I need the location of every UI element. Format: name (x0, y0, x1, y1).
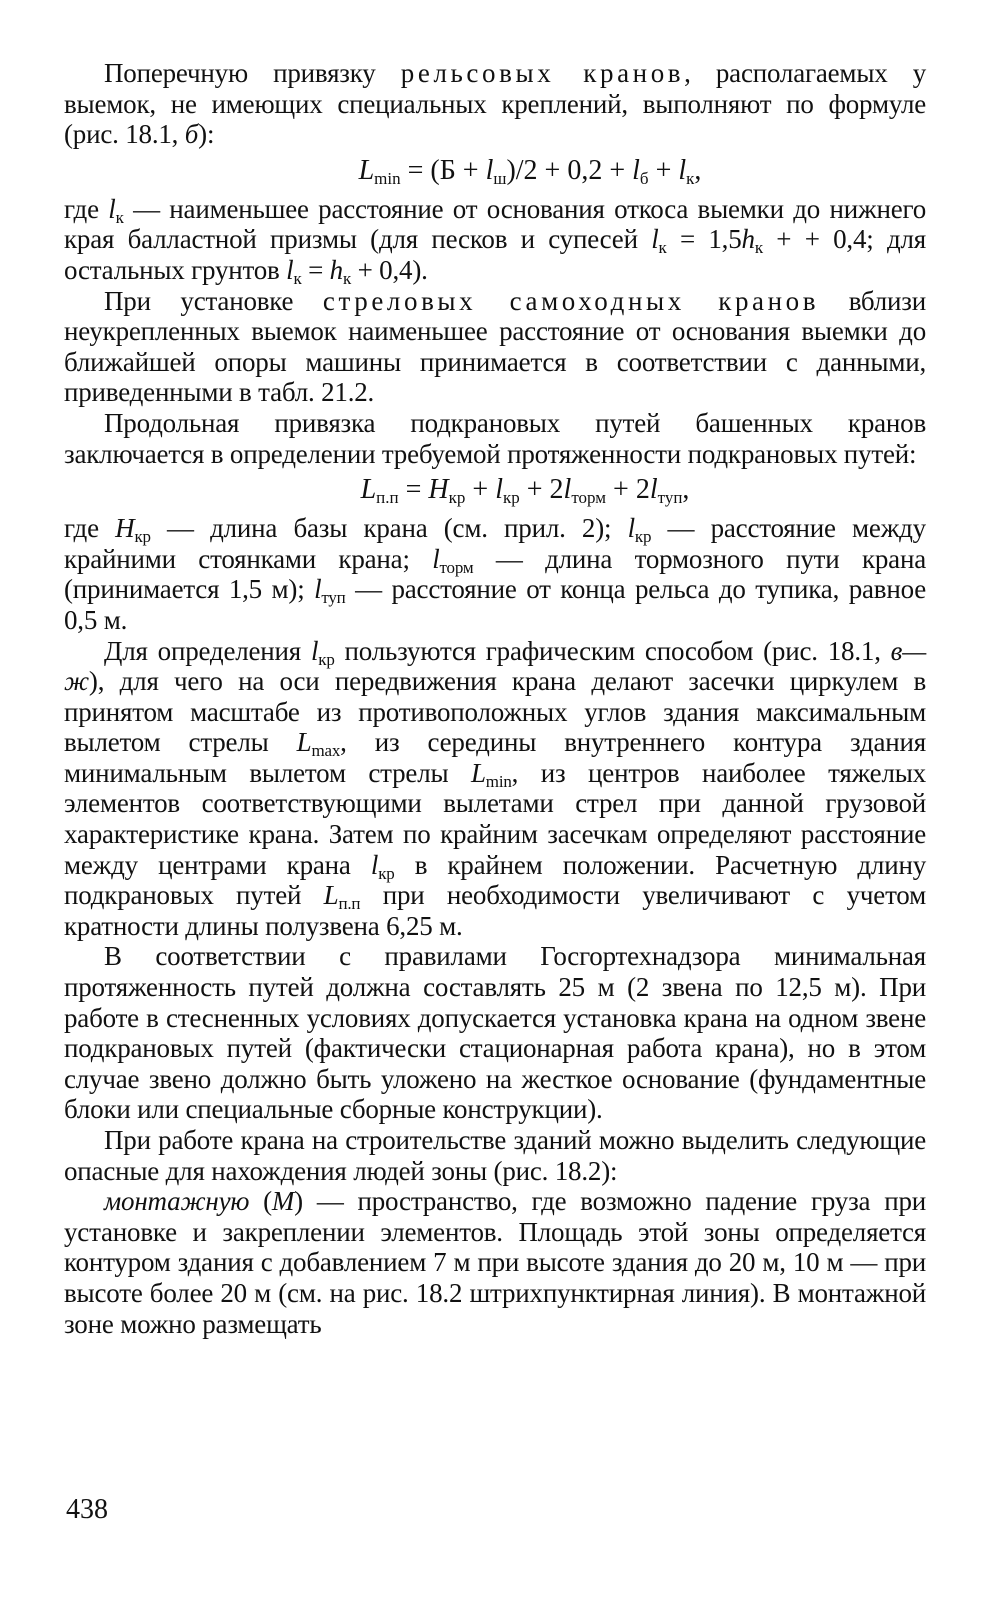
paragraph-hkr-definition: где $H_{кр}$ — длина базы крана (см. прил. 2); $l_{кр}$ — расстояние между крайними стоянками крана; $l_{торм}$ — длина тормозного пути крана (принимается 1,5 м); $l_{туп}$ — расстояние от конца рельса до тупика, равное 0,5 м. (64, 513, 926, 635)
spaced-term: стреловых самоходных кранов (322, 285, 820, 316)
paragraph-danger-zones: При работе крана на строительстве зданий можно выделить следующие опасные для нахождения людей зоны (рис. 18.2): (64, 1125, 926, 1186)
paragraph-longitudinal-binding: Продольная привязка подкрановых путей башенных кранов заключается в определении требуемой протяженности подкрановых путей: (64, 407, 926, 469)
paragraph-mounting-zone: монтажную (М) — пространство, где возможно падение груза при установке и закреплении элементов. Площадь этой зоны определяется контуром здания с добавлением 7 м при высоте здания до 20 м, 10 м — при высоте более 20 м (см. на рис. 18.2 штрихпунктирная линия). В монтажной зоне можно размещать (64, 1186, 926, 1339)
formula-lmin: $L_{min} = (Б + l_ш)/2 + 0,2 + l_б + l_к$, (358, 154, 702, 188)
term-mounting: монтажную (104, 1186, 250, 1217)
paragraph-graphic-method: Для определения $l_{кр}$ пользуются графическим способом (рис. 18.1, в—ж), для чего на оси передвижения крана делают засечки циркулем в принятом масштабе из противоположных углов здания максимальным вылетом стрелы $L_{max}$, из середины внутреннего контура здания минимальным вылетом стрелы $L_{min}$, из центров наиболее тяжелых элементов соответствующими вылетами стрел при данной грузовой характеристике крана. Затем по крайним засечкам определяют расстояние между центрами крана $l_{кр}$ в крайнем положении. Расчетную длину подкрановых путей $L_{п.п}$ при необходимости увеличивают с учетом кратности длины полузвена 6,25 м. (64, 635, 927, 941)
paragraph-gosgortekhnadzor: В соответствии с правилами Госгортехнадзора минимальная протяженность путей должна составлять 25 м (2 звена по 12,5 м). При работе в стесненных условиях допускается установка крана на одном звене подкрановых путей (фактически стационарная работа крана), но в этом случае звено должно быть уложено на жесткое основание (фундаментные блоки или специальные сборные конструкции). (64, 941, 926, 1125)
paragraph-boom-cranes: При установке стреловых самоходных кранов вблизи неукрепленных выемок наименьшее расстояние от основания выемки до ближайшей опоры машины принимается в соответствии с данными, приведенными в табл. 21.2. (64, 285, 926, 408)
page-body (64, 58, 926, 1339)
paragraph-lk-definition: где $l_к$ — наименьшее расстояние от основания откоса выемки до нижнего края балластной призмы (для песков и супесей $l_к = 1,5h_к$ + + 0,4; для остальных грунтов $l_к = h_к + 0,4$). (64, 193, 927, 288)
formula-lpp: $L_{п.п} = H_{кр} + l_{кр} + 2l_{торм} + 2l_{туп}$, (360, 474, 690, 508)
page-number: 438 (66, 1494, 108, 1525)
spaced-term: рельсовых кранов (400, 58, 685, 88)
paragraph-rail-cranes: Поперечную привязку рельсовых кранов, располагаемых у выемок, не имеющих специальных креплений, выполняют по формуле (рис. 18.1, б): (64, 58, 927, 150)
